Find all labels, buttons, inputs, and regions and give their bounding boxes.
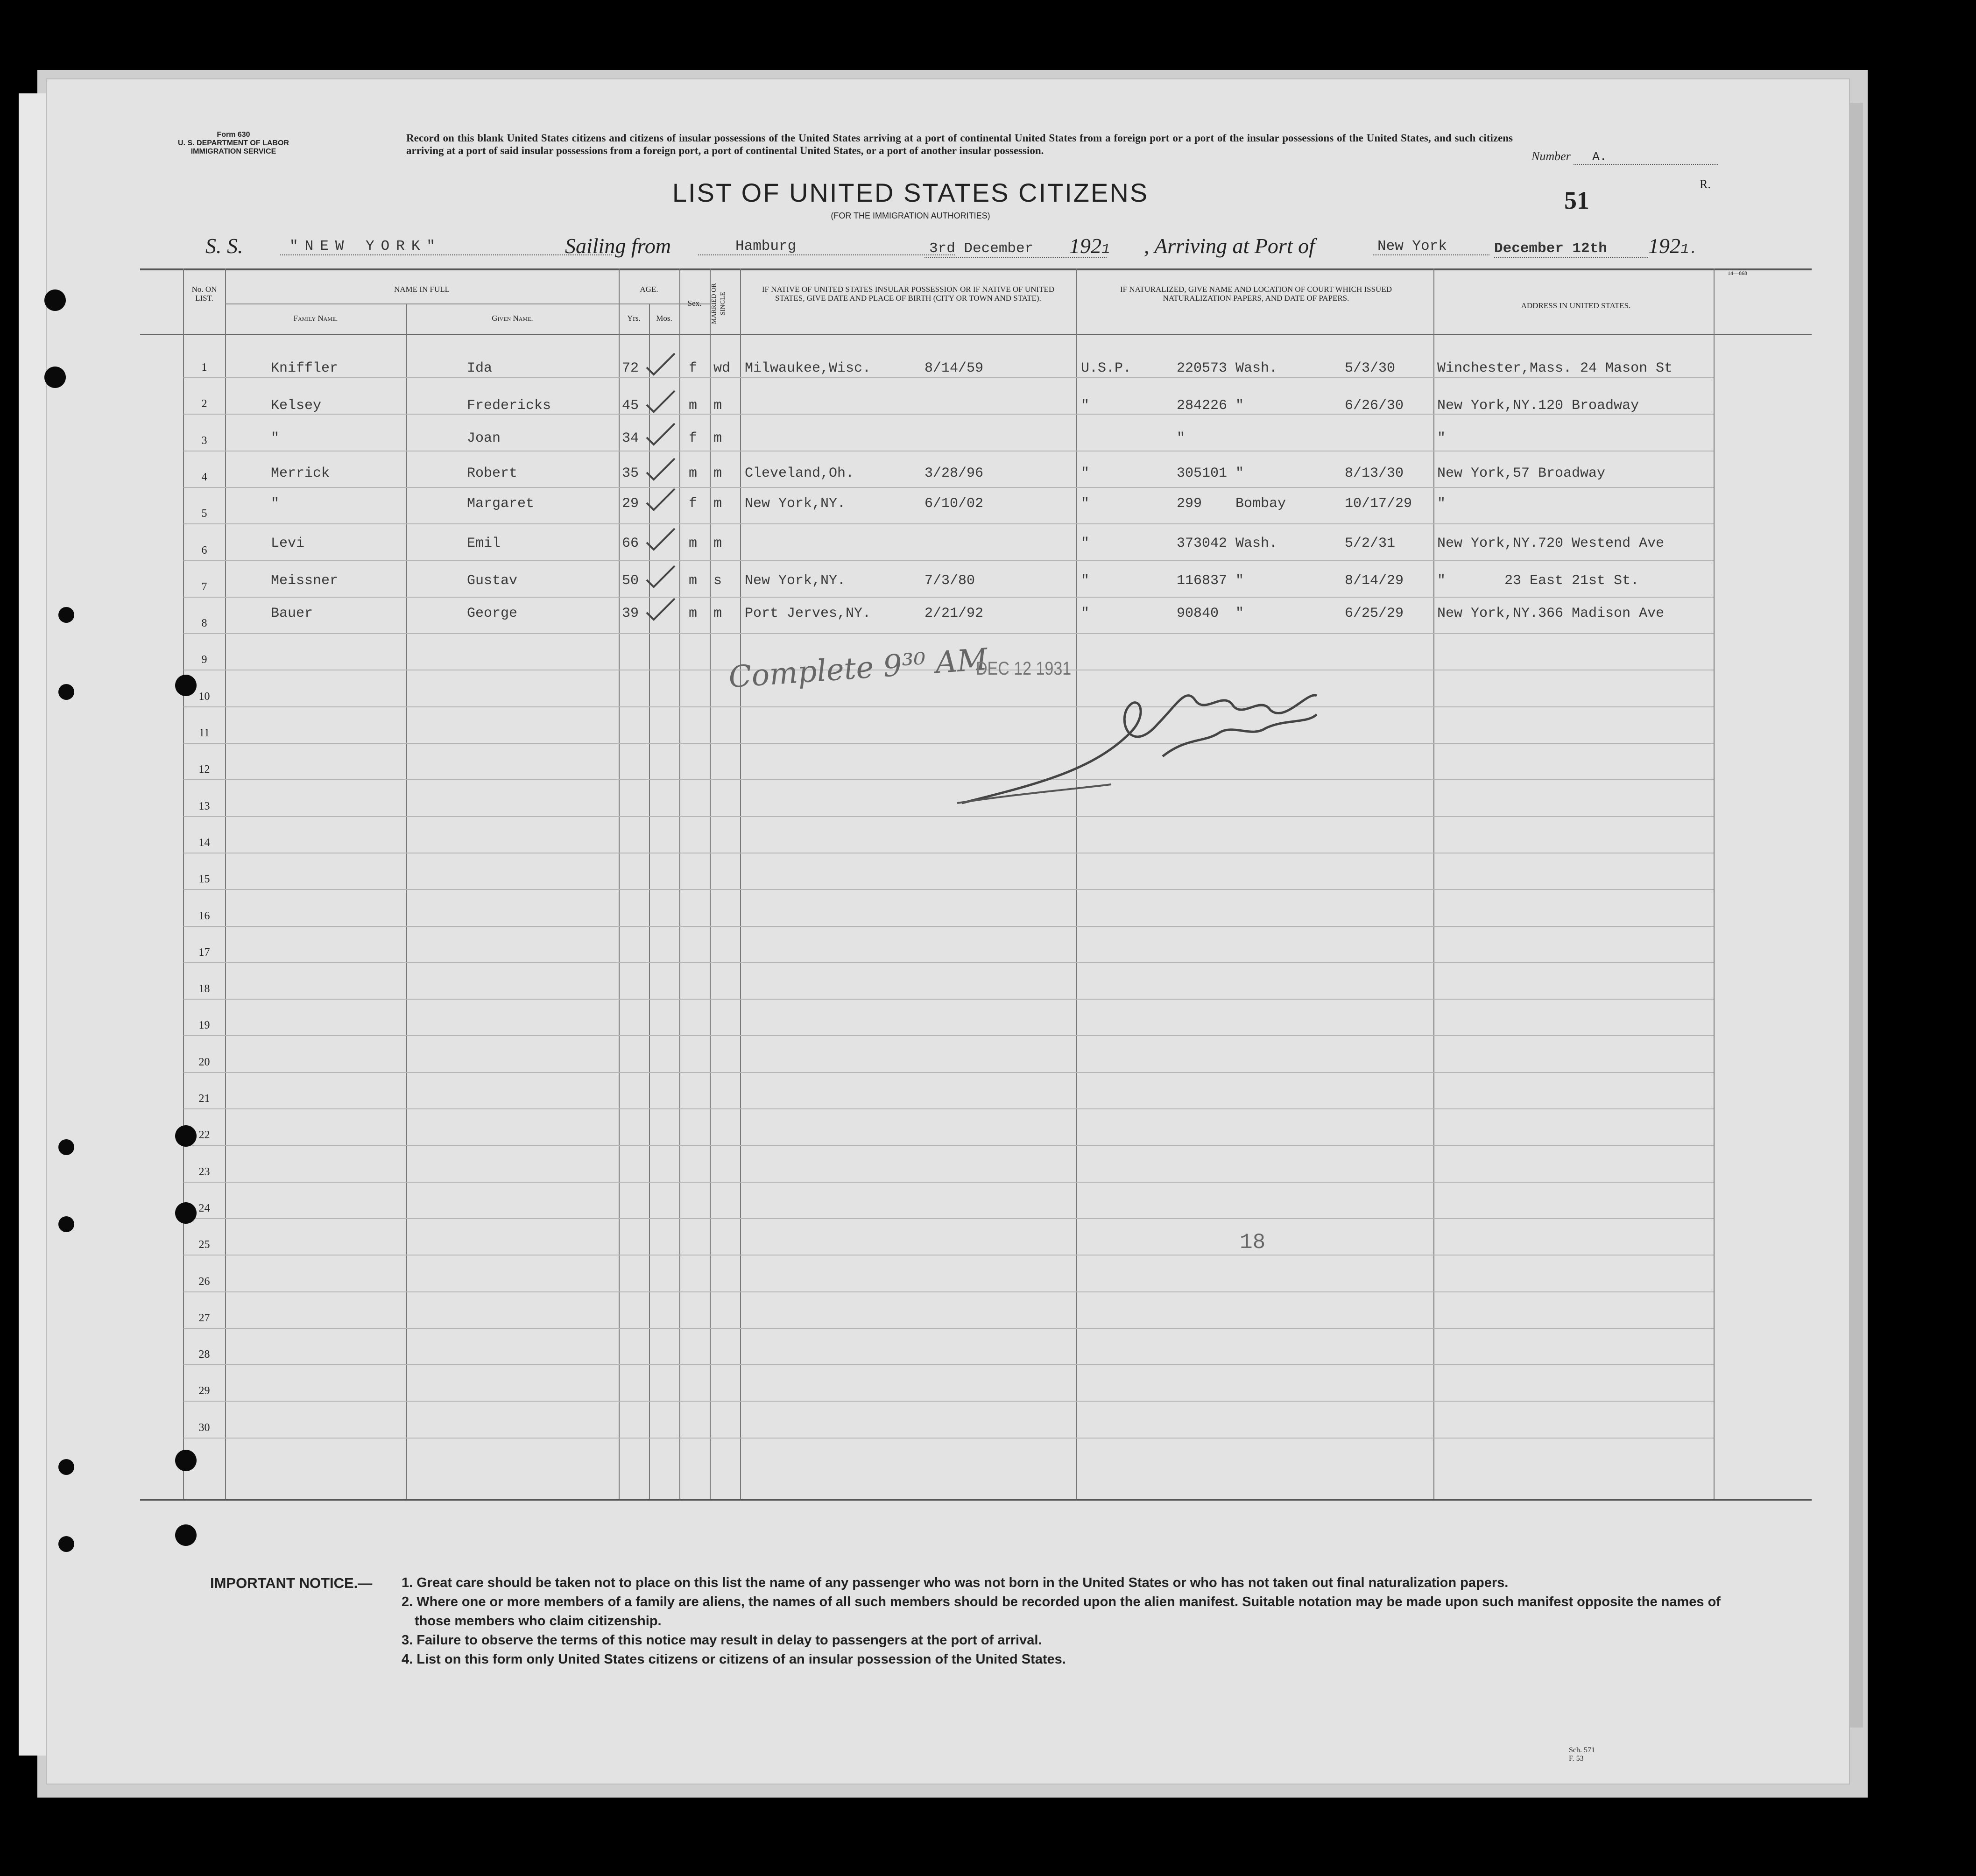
notice-heading: IMPORTANT NOTICE.—	[210, 1575, 373, 1591]
row-number: 3	[201, 434, 207, 447]
age-years: 50	[622, 573, 639, 589]
row-number: 28	[198, 1348, 210, 1361]
row-number: 18	[198, 983, 210, 995]
birth-date: 3/28/96	[924, 465, 984, 481]
departure-date: 3rd December	[924, 240, 1107, 258]
department-name: U. S. DEPARTMENT OF LABOR	[178, 139, 289, 147]
check-mark-icon	[644, 456, 677, 484]
row-number: 10	[198, 690, 210, 703]
arrival-year-suffix: 1.	[1680, 241, 1698, 258]
row-line	[183, 523, 1714, 524]
notice-item-4: 4. List on this form only United States citizens or citizens of an insular possession of the United States.	[402, 1652, 1066, 1667]
row-number: 20	[198, 1056, 210, 1068]
row-number: 8	[201, 617, 207, 630]
row-line	[183, 1108, 1714, 1109]
punch-hole	[175, 1125, 197, 1147]
row-number: 27	[198, 1312, 210, 1324]
row-number: 12	[198, 763, 210, 776]
certificate-number: 90840 "	[1177, 606, 1244, 621]
header-married-or-single: MARRIED OR SINGLE	[711, 283, 727, 324]
birth-date: 2/21/92	[924, 606, 984, 621]
row-line	[183, 1438, 1714, 1439]
punch-hole	[58, 684, 74, 700]
birth-place: New York,NY.	[745, 496, 846, 512]
certificate-number: "	[1177, 430, 1186, 446]
check-mark-icon	[644, 351, 677, 379]
list-subtitle: (FOR THE IMMIGRATION AUTHORITIES)	[831, 211, 990, 220]
signature-stroke	[962, 695, 1317, 803]
departure-year-prefix: 192	[1069, 234, 1101, 258]
marital-status: m	[713, 465, 722, 481]
row-number: 30	[198, 1421, 210, 1434]
row-line	[183, 377, 1714, 378]
r-mark: R.	[1700, 177, 1711, 191]
row-number: 1	[201, 361, 207, 374]
age-years: 39	[622, 606, 639, 621]
col-line	[1433, 268, 1434, 1499]
header-native: IF NATIVE OF UNITED STATES INSULAR POSSESSION OR IF NATIVE OF UNITED STATES, GIVE DATE AND PLACE OF BIRTH (CITY OR TOWN AND STATE).	[762, 285, 1055, 303]
marital-status: s	[713, 573, 722, 589]
row-number: 21	[198, 1093, 210, 1105]
row-line	[183, 1072, 1714, 1073]
naturalization-court: "	[1081, 573, 1090, 589]
row-line	[183, 597, 1714, 598]
form-number: Form 630	[217, 131, 250, 139]
complete-note: Complete 9³⁰ AM	[727, 642, 989, 695]
sex: m	[689, 536, 698, 551]
given-name: Ida	[467, 360, 493, 376]
form-page	[47, 79, 1849, 1784]
row-line	[183, 962, 1714, 963]
header-family-name: Family Name.	[293, 314, 338, 323]
header-mos: Mos.	[656, 314, 672, 323]
given-name: Gustav	[467, 573, 518, 589]
age-years: 35	[622, 465, 639, 481]
birth-date: 7/3/80	[924, 573, 975, 589]
age-years: 72	[622, 360, 639, 376]
header-name-in-full: NAME IN FULL	[394, 285, 450, 294]
birth-place: Cleveland,Oh.	[745, 465, 854, 481]
list-title: LIST OF UNITED STATES CITIZENS	[672, 178, 1149, 207]
row-line	[183, 889, 1714, 890]
row-number: 4	[201, 471, 207, 483]
row-number: 6	[201, 544, 207, 557]
header-age: AGE.	[640, 285, 658, 294]
us-address: New York,NY.720 Westend Ave	[1437, 536, 1665, 551]
page-number: 51	[1564, 186, 1589, 214]
family-name: Meissner	[271, 573, 339, 589]
check-mark-icon	[644, 421, 677, 449]
row-line	[183, 560, 1714, 561]
row-number: 11	[198, 727, 210, 739]
marital-status: m	[713, 536, 722, 551]
signature-stroke	[1163, 714, 1317, 756]
row-number: 24	[198, 1202, 210, 1214]
important-notice	[210, 1573, 1751, 1669]
name-subheader-line	[225, 303, 710, 304]
family-name: Levi	[271, 536, 305, 551]
sex: m	[689, 398, 698, 414]
punch-hole	[58, 607, 74, 623]
age-years: 45	[622, 398, 639, 414]
age-years: 34	[622, 430, 639, 446]
birth-place: New York,NY.	[745, 573, 846, 589]
naturalization-court: U.S.P.	[1081, 360, 1132, 376]
service-name: IMMIGRATION SERVICE	[191, 148, 276, 155]
row-number: 7	[201, 580, 207, 593]
punch-hole	[175, 1450, 197, 1471]
ship-name: "NEW YORK"	[280, 238, 612, 255]
us-address: "	[1437, 430, 1446, 446]
row-number: 15	[198, 873, 210, 886]
family-name: Merrick	[271, 465, 330, 481]
row-line	[183, 999, 1714, 1000]
row-line	[183, 1401, 1714, 1402]
given-name: Emil	[467, 536, 501, 551]
punch-hole	[175, 1524, 197, 1546]
us-address: " 23 East 21st St.	[1437, 573, 1639, 589]
sailing-from-label: Sailing from	[565, 234, 671, 258]
sex: f	[689, 430, 698, 446]
family-name: "	[271, 430, 280, 446]
punch-hole	[44, 289, 66, 311]
col-line	[679, 268, 680, 1499]
given-name: Robert	[467, 465, 518, 481]
naturalization-court: "	[1081, 496, 1090, 512]
punch-hole	[175, 1202, 197, 1224]
certificate-number: 220573 Wash.	[1177, 360, 1278, 376]
row-line	[183, 1145, 1714, 1146]
certificate-number: 373042 Wash.	[1177, 536, 1278, 551]
form-f-number: F. 53	[1569, 1755, 1584, 1763]
punch-hole	[58, 1536, 74, 1552]
form-identifier	[163, 131, 303, 156]
papers-date: 5/3/30	[1345, 360, 1396, 376]
age-years: 66	[622, 536, 639, 551]
punch-hole	[58, 1216, 74, 1232]
signature-stroke	[957, 784, 1111, 803]
notice-item-3: 3. Failure to observe the terms of this notice may result in delay to passengers at the port of arrival.	[402, 1633, 1042, 1648]
arrival-year	[1648, 233, 1698, 258]
row-line	[183, 1364, 1714, 1365]
check-mark-icon	[644, 388, 677, 416]
age-years: 29	[622, 496, 639, 512]
header-yrs: Yrs.	[627, 314, 641, 323]
family-name: Kelsey	[271, 398, 322, 414]
birth-place: Port Jerves,NY.	[745, 606, 871, 621]
arriving-label: , Arriving at Port of	[1144, 234, 1315, 258]
arrival-year-prefix: 192	[1648, 234, 1680, 258]
number-field	[1531, 149, 1728, 165]
inspector-signature	[896, 649, 1354, 845]
row-line	[183, 926, 1714, 927]
check-mark-icon	[644, 564, 677, 592]
form-instructions: Record on this blank United States citizens and citizens of insular possessions of the United States arriving at a port of continental United States from a foreign port or a port of the insular possessions of the United States, and such citizens arriving at a port of said insular possessions from a foreign port, a port of continental United States, or a port of another insular possession.	[406, 132, 1513, 156]
row-line	[183, 1218, 1714, 1219]
us-address: Winchester,Mass. 24 Mason St	[1437, 360, 1673, 376]
col-line	[406, 303, 407, 1499]
papers-date: 8/14/29	[1345, 573, 1404, 589]
marital-status: m	[713, 606, 722, 621]
header-given-name: Given Name.	[492, 314, 533, 323]
given-name: Margaret	[467, 496, 535, 512]
papers-date: 8/13/30	[1345, 465, 1404, 481]
punch-hole	[58, 1139, 74, 1155]
us-address: New York,NY.366 Madison Ave	[1437, 606, 1665, 621]
col-line	[225, 268, 226, 1499]
punch-hole	[175, 675, 197, 696]
total-count: 18	[1240, 1230, 1266, 1255]
col-line	[710, 268, 711, 1499]
row-number: 9	[201, 654, 207, 666]
row-line	[183, 1291, 1714, 1292]
birth-place: Milwaukee,Wisc.	[745, 360, 871, 376]
naturalization-court: "	[1081, 536, 1090, 551]
row-number: 22	[198, 1129, 210, 1142]
sex: m	[689, 573, 698, 589]
us-address: New York,NY.120 Broadway	[1437, 398, 1639, 414]
given-name: George	[467, 606, 518, 621]
header-sex: Sex.	[687, 299, 702, 308]
check-mark-icon	[644, 526, 677, 554]
date-stamp: DEC 12 1931	[976, 658, 1072, 679]
row-number: 26	[198, 1275, 210, 1288]
row-number: 16	[198, 910, 210, 922]
certificate-number: 116837 "	[1177, 573, 1244, 589]
marital-status: m	[713, 430, 722, 446]
given-name: Fredericks	[467, 398, 551, 414]
notice-item-1: 1. Great care should be taken not to place on this list the name of any passenger who was not born in the United States or who has not taken out final naturalization papers.	[402, 1575, 1509, 1590]
marital-status: wd	[713, 360, 731, 376]
papers-date: 6/25/29	[1345, 606, 1404, 621]
naturalization-court: "	[1081, 398, 1090, 414]
table-top-border	[140, 268, 1812, 270]
row-number: 23	[198, 1165, 210, 1178]
row-number: 14	[198, 836, 210, 849]
header-no-on-list: No. ON LIST.	[191, 285, 217, 303]
departure-year	[1069, 233, 1110, 258]
col-line	[740, 268, 741, 1499]
schedule-code	[1569, 1746, 1595, 1763]
row-line	[183, 1328, 1714, 1329]
naturalization-court: "	[1081, 606, 1090, 621]
row-number: 29	[198, 1385, 210, 1397]
header-address: ADDRESS IN UNITED STATES.	[1521, 301, 1631, 310]
header-bottom-border	[140, 334, 1812, 335]
given-name: Joan	[467, 430, 501, 446]
small-code: 14—868	[1728, 270, 1747, 276]
marital-status: m	[713, 398, 722, 414]
arrival-port: New York	[1373, 238, 1489, 255]
row-number: 25	[198, 1239, 210, 1251]
papers-date: 5/2/31	[1345, 536, 1396, 551]
naturalization-court: "	[1081, 465, 1090, 481]
notice-item-2: 2. Where one or more members of a family are aliens, the names of all such members should be recorded upon the alien manifest. Suitable notation may be made upon such manifest opposite the names of those members who claim citizenship.	[402, 1594, 1721, 1629]
schedule-number: Sch. 571	[1569, 1746, 1595, 1754]
col-line	[1714, 268, 1715, 1499]
departure-year-suffix: 1	[1101, 241, 1110, 258]
row-line	[183, 633, 1714, 634]
number-label: Number	[1531, 149, 1571, 163]
punch-hole	[44, 367, 66, 388]
sex: m	[689, 465, 698, 481]
marital-status: m	[713, 496, 722, 512]
certificate-number: 305101 "	[1177, 465, 1244, 481]
sailing-from: Hamburg	[698, 238, 955, 255]
certificate-number: 284226 "	[1177, 398, 1244, 414]
row-number: 13	[198, 800, 210, 812]
family-name: Bauer	[271, 606, 313, 621]
check-mark-icon	[644, 487, 677, 515]
birth-date: 6/10/02	[924, 496, 984, 512]
col-line	[619, 268, 620, 1499]
arrival-date: December 12th	[1494, 240, 1648, 258]
row-line	[183, 487, 1714, 488]
family-name: "	[271, 496, 280, 512]
sex: f	[689, 496, 698, 512]
us-address: New York,57 Broadway	[1437, 465, 1606, 481]
row-number: 2	[201, 398, 207, 410]
check-mark-icon	[644, 596, 677, 624]
birth-date: 8/14/59	[924, 360, 984, 376]
ss-label: S. S.	[205, 234, 243, 258]
row-line	[183, 1182, 1714, 1183]
papers-date: 10/17/29	[1345, 496, 1412, 512]
row-number: 17	[198, 946, 210, 959]
table-bottom-border	[140, 1499, 1812, 1501]
papers-date: 6/26/30	[1345, 398, 1404, 414]
row-line	[183, 414, 1714, 415]
col-line	[1076, 268, 1077, 1499]
punch-hole	[58, 1459, 74, 1475]
number-value: A.	[1574, 150, 1718, 165]
row-number: 5	[201, 508, 207, 520]
sex: m	[689, 606, 698, 621]
sex: f	[689, 360, 698, 376]
row-number: 19	[198, 1019, 210, 1032]
row-line	[183, 1035, 1714, 1036]
certificate-number: 299 Bombay	[1177, 496, 1286, 512]
header-naturalized: IF NATURALIZED, GIVE NAME AND LOCATION OF COURT WHICH ISSUED NATURALIZATION PAPERS, AND DATE OF PAPERS.	[1120, 285, 1392, 303]
family-name: Kniffler	[271, 360, 339, 376]
us-address: "	[1437, 496, 1446, 512]
